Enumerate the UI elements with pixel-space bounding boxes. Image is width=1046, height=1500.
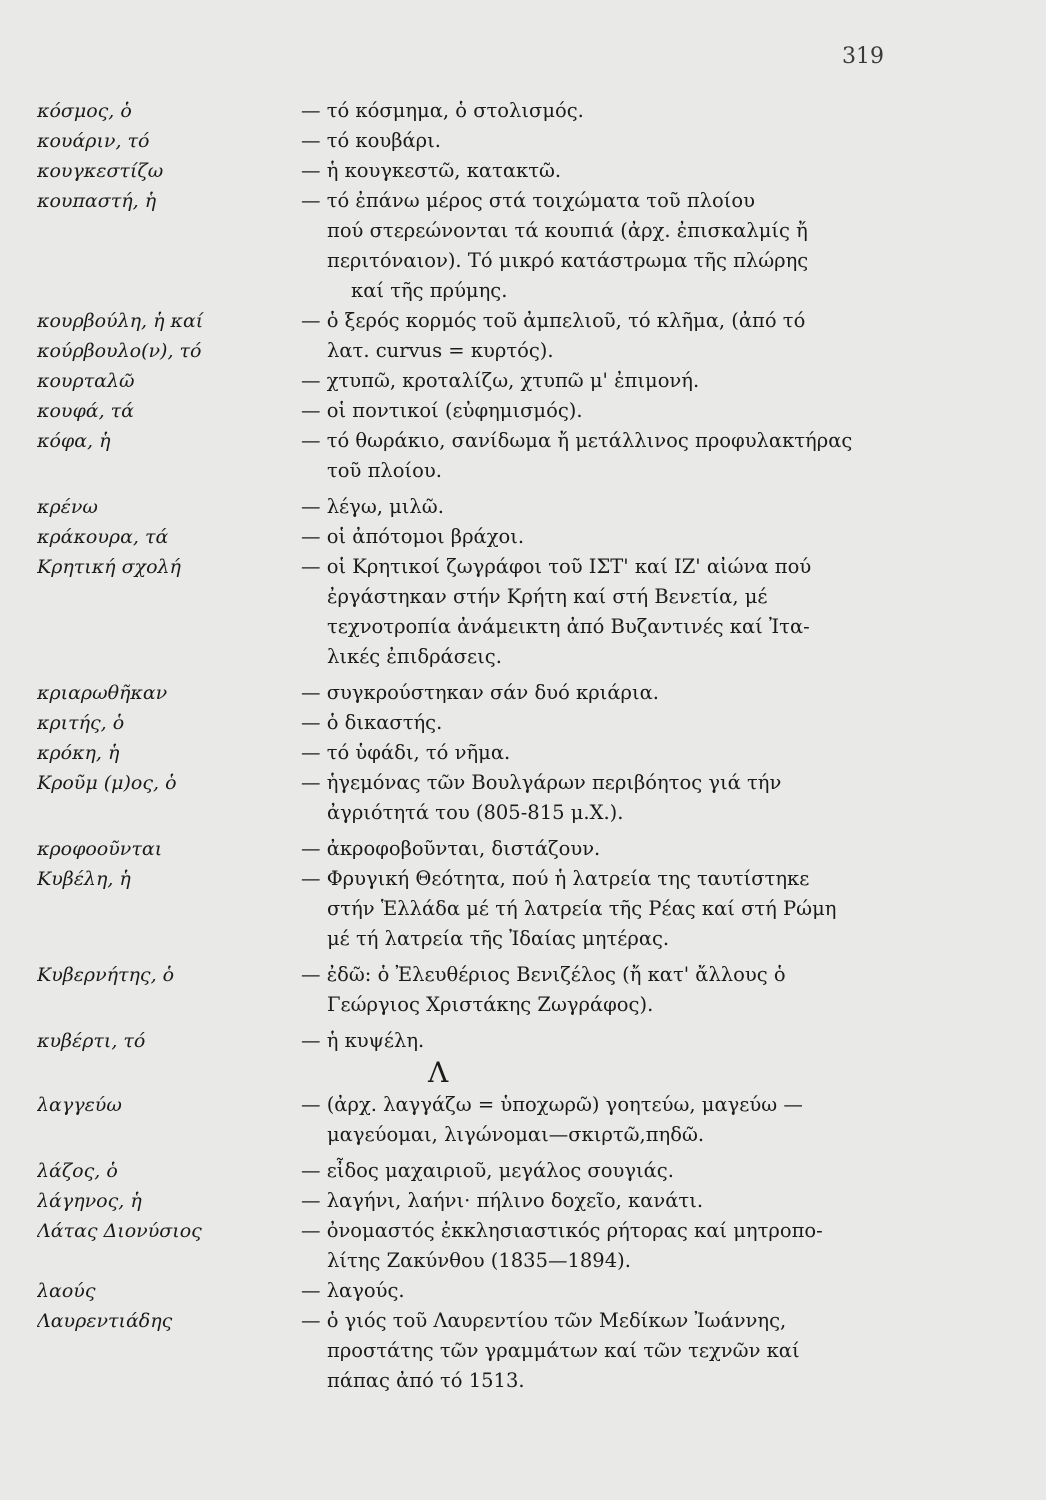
entry-definition: [301, 1090, 887, 1150]
definition-line: — τό ἐπάνω μέρος στά τοιχώματα τοῦ πλοίου: [301, 189, 756, 212]
definition-line: — τό κουβάρι.: [301, 129, 441, 152]
glossary-entry: [37, 1276, 997, 1306]
definition-line: — εἶδος μαχαιριοῦ, μεγάλος σουγιάς.: [301, 1159, 674, 1182]
entry-term: κουπαστή, ἡ: [37, 190, 157, 212]
entry-term: κουρβούλη, ἡ καί: [37, 310, 204, 332]
definition-line: — ἐδῶ: ὁ Ἐλευθέριος Βενιζέλος (ἤ κατ' ἄλλους ὁ: [301, 963, 786, 986]
definition-line: στήν Ἑλλάδα μέ τή λατρεία τῆς Ρέας καί στή Ρώμη: [327, 897, 837, 920]
entry-term: κριτής, ὁ: [37, 712, 125, 734]
definition-line: ἐργάστηκαν στήν Κρήτη καί στή Βενετία, μέ: [327, 585, 768, 608]
entry-term: κουάριν, τό: [37, 130, 150, 152]
definition-line: προστάτης τῶν γραμμάτων καί τῶν τεχνῶν καί: [327, 1339, 800, 1362]
glossary-entry: [37, 336, 997, 366]
definition-line: τεχνοτροπία ἀνάμεικτη ἀπό Βυζαντινές καί Ἰτα-: [327, 615, 810, 638]
entry-definition: [301, 738, 887, 768]
entry-term: Λάτας Διονύσιος: [37, 1220, 202, 1242]
entry-definition: [301, 306, 887, 336]
entry-term: Κυβερνήτης, ὁ: [37, 964, 175, 986]
glossary-entry: [37, 1216, 997, 1276]
entry-definition: [301, 96, 887, 126]
definition-line: — λαγούς.: [301, 1279, 405, 1302]
entry-definition: [327, 336, 887, 366]
glossary-entry: [37, 366, 997, 396]
entry-term: Κροῦμ (μ)ος, ὁ: [37, 772, 177, 794]
entry-term: κρένω: [37, 496, 98, 518]
entry-term: λάγηνος, ἡ: [37, 1190, 142, 1212]
entry-definition: [301, 708, 887, 738]
entry-term: κουφά, τά: [37, 400, 135, 422]
entry-term: λαούς: [37, 1280, 96, 1302]
definition-line: ἀγριότητά του (805-815 μ.Χ.).: [327, 801, 624, 824]
entry-term: λαγγεύω: [37, 1094, 122, 1116]
definition-line: — συγκρούστηκαν σάν δυό κριάρια.: [301, 681, 659, 704]
entry-term: κριαρωθῆκαν: [37, 682, 168, 704]
glossary-entry: [37, 126, 997, 156]
glossary-entry: [37, 864, 997, 954]
entry-term: κουρταλῶ: [37, 370, 135, 392]
entry-term: Κυβέλη, ἡ: [37, 868, 131, 890]
entry-term: κροφοοῦνται: [37, 838, 163, 860]
glossary-entry: [37, 708, 997, 738]
entry-definition: [301, 678, 887, 708]
page-number: 319: [842, 44, 884, 69]
definition-line: — (ἀρχ. λαγγάζω = ὑποχωρῶ) γοητεύω, μαγεύω —: [301, 1093, 803, 1116]
glossary-entry: [37, 156, 997, 186]
entry-definition: [301, 1026, 887, 1056]
definition-line: — λέγω, μιλῶ.: [301, 495, 444, 518]
definition-line: μαγεύομαι, λιγώνομαι—σκιρτῶ,πηδῶ.: [327, 1123, 705, 1146]
definition-line: — οἱ Κρητικοί ζωγράφοι τοῦ ΙΣΤ' καί ΙΖ' αἰώνα πού: [301, 555, 812, 578]
definition-line: λικές ἐπιδράσεις.: [327, 645, 502, 668]
glossary-entry: [37, 522, 997, 552]
entry-definition: [301, 1216, 887, 1276]
definition-line: — λαγήνι, λαήνι· πήλινο δοχεῖο, κανάτι.: [301, 1189, 704, 1212]
entry-definition: [301, 960, 887, 1020]
entry-term: κράκουρα, τά: [37, 526, 169, 548]
entry-definition: [301, 522, 887, 552]
entry-term: κούρβουλο(ν), τό: [37, 340, 202, 362]
definition-line: λατ. curvus = κυρτός).: [327, 339, 554, 362]
definition-line: περιτόναιον). Τό μικρό κατάστρωμα τῆς πλώρης: [327, 249, 809, 272]
entry-definition: [301, 834, 887, 864]
entry-definition: [301, 552, 887, 672]
definition-line: καί τῆς πρύμης.: [351, 279, 508, 302]
glossary-entry: [37, 678, 997, 708]
definition-line: — ἡ κυψέλη.: [301, 1029, 425, 1052]
entry-definition: [301, 1156, 887, 1186]
entry-term: κόσμος, ὁ: [37, 100, 132, 122]
glossary-entry: [37, 738, 997, 768]
glossary-entry: [37, 834, 997, 864]
definition-line: — ὁ ξερός κορμός τοῦ ἀμπελιοῦ, τό κλῆμα, (ἀπό τό: [301, 309, 806, 332]
definition-line: λίτης Ζακύνθου (1835—1894).: [327, 1249, 631, 1272]
definition-line: — Φρυγική Θεότητα, πού ἡ λατρεία της ταυτίστηκε: [301, 867, 810, 890]
entry-definition: [301, 1186, 887, 1216]
glossary-entry: [37, 768, 997, 828]
glossary-entry: [37, 1026, 997, 1056]
entry-term: κόφα, ἡ: [37, 430, 111, 452]
entry-definition: [301, 864, 887, 954]
glossary-entry: [37, 1306, 997, 1396]
definition-line: πάπας ἀπό τό 1513.: [327, 1369, 525, 1392]
glossary-entry: [37, 1090, 997, 1150]
definition-line: μέ τή λατρεία τῆς Ἰδαίας μητέρας.: [327, 927, 670, 950]
glossary-entry: [37, 306, 997, 336]
glossary-entries: [37, 96, 997, 1396]
entry-definition: [301, 126, 887, 156]
entry-definition: [301, 492, 887, 522]
glossary-entry: [37, 426, 997, 486]
definition-line: — οἱ ἀπότομοι βράχοι.: [301, 525, 525, 548]
definition-line: — τό θωράκιο, σανίδωμα ἤ μετάλλινος προφυλακτήρας: [301, 429, 853, 452]
section-letter: Λ: [428, 1056, 449, 1089]
definition-line: — ἀκροφοβοῦνται, διστάζουν.: [301, 837, 601, 860]
definition-line: — τό ὑφάδι, τό νῆμα.: [301, 741, 511, 764]
definition-line: πού στερεώνονται τά κουπιά (ἀρχ. ἐπισκαλμίς ἤ: [327, 219, 808, 242]
entry-definition: [301, 426, 887, 486]
definition-line: Γεώργιος Χριστάκης Ζωγράφος).: [327, 993, 654, 1016]
glossary-entry: [37, 492, 997, 522]
entry-definition: [301, 396, 887, 426]
entry-term: λάζος, ὁ: [37, 1160, 118, 1182]
glossary-entry: [37, 1186, 997, 1216]
definition-line: — ὀνομαστός ἐκκλησιαστικός ρήτορας καί μητροπο-: [301, 1219, 823, 1242]
glossary-entry: [37, 552, 997, 672]
definition-line: — ἡ κουγκεστῶ, κατακτῶ.: [301, 159, 562, 182]
glossary-entry: [37, 1156, 997, 1186]
definition-line: — ὁ γιός τοῦ Λαυρεντίου τῶν Μεδίκων Ἰωάννης,: [301, 1309, 787, 1332]
definition-line: — ἡγεμόνας τῶν Βουλγάρων περιβόητος γιά τήν: [301, 771, 782, 794]
entry-definition: [301, 156, 887, 186]
entry-definition: [301, 366, 887, 396]
entry-definition: [301, 1306, 887, 1396]
definition-line: τοῦ πλοίου.: [327, 459, 442, 482]
definition-line: — ὁ δικαστής.: [301, 711, 443, 734]
glossary-entry: [37, 186, 997, 306]
glossary-entry: [37, 96, 997, 126]
entry-term: κρόκη, ἡ: [37, 742, 120, 764]
entry-definition: [301, 1276, 887, 1306]
entry-term: Λαυρεντιάδης: [37, 1310, 173, 1332]
entry-definition: [301, 768, 887, 828]
entry-term: Κρητική σχολή: [37, 556, 181, 578]
entry-term: κυβέρτι, τό: [37, 1030, 146, 1052]
entry-term: κουγκεστίζω: [37, 160, 164, 182]
definition-line: — χτυπῶ, κροταλίζω, χτυπῶ μ' ἐπιμονή.: [301, 369, 700, 392]
glossary-entry: [37, 960, 997, 1020]
definition-line: — τό κόσμημα, ὁ στολισμός.: [301, 99, 584, 122]
glossary-entry: [37, 396, 997, 426]
definition-line: — οἱ ποντικοί (εὐφημισμός).: [301, 399, 583, 422]
entry-definition: [301, 186, 887, 306]
